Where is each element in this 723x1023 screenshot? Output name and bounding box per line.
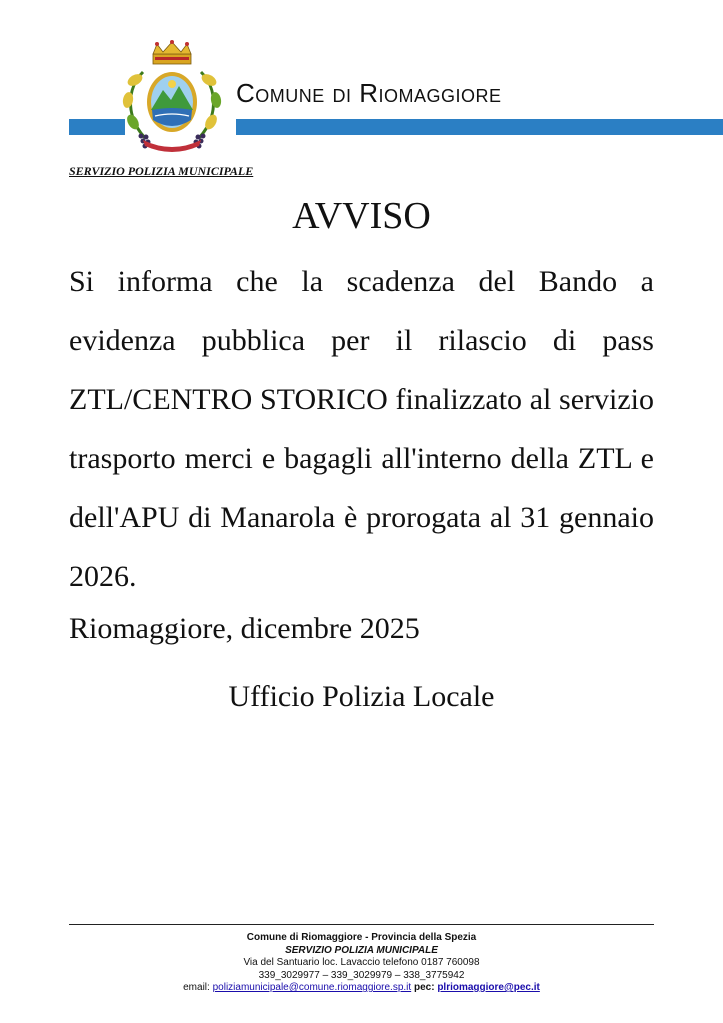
footer-divider [69,924,654,925]
notice-title: AVVISO [292,195,431,237]
header-band-right [236,119,723,135]
crown-icon [153,40,191,64]
notice-body: Si informa che la scadenza del Bando a evidenza pubblica per il rilascio di pass ZTL/CENTRO STORICO finalizzato al servizio trasporto merci e bagagli all'interno della ZTL e dell'APU di Manarola è prorogata al 31 gennaio 2026. [69,265,654,593]
email-label: email: [183,982,210,993]
footer-municipality: Comune di Riomaggiore - Provincia della Spezia [246,932,477,943]
header-band-left [69,119,125,135]
footer-service: SERVIZIO POLIZIA MUNICIPALE [285,944,438,956]
footer [69,932,654,995]
place-and-date: Riomaggiore, dicembre 2025 [69,612,420,645]
shield-icon [147,72,197,132]
footer-phones: 339_3029977 – 339_3029979 – 338_3775942 [258,969,465,981]
coat-of-arms-logo [113,40,231,158]
pec-label: pec: [413,982,435,993]
pec-link[interactable]: plriomaggiore@pec.it [437,982,540,993]
email-link[interactable]: poliziamunicipale@comune.riomaggiore.sp.it [212,982,412,993]
municipality-title: Comune di Riomaggiore [236,78,502,108]
footer-contacts [69,982,654,995]
ribbon-icon [143,140,201,152]
footer-address: Via del Santuario loc. Lavaccio telefono 0187 760098 [243,957,480,968]
service-heading: SERVIZIO POLIZIA MUNICIPALE [69,164,254,178]
signature: Ufficio Polizia Locale [228,680,495,713]
